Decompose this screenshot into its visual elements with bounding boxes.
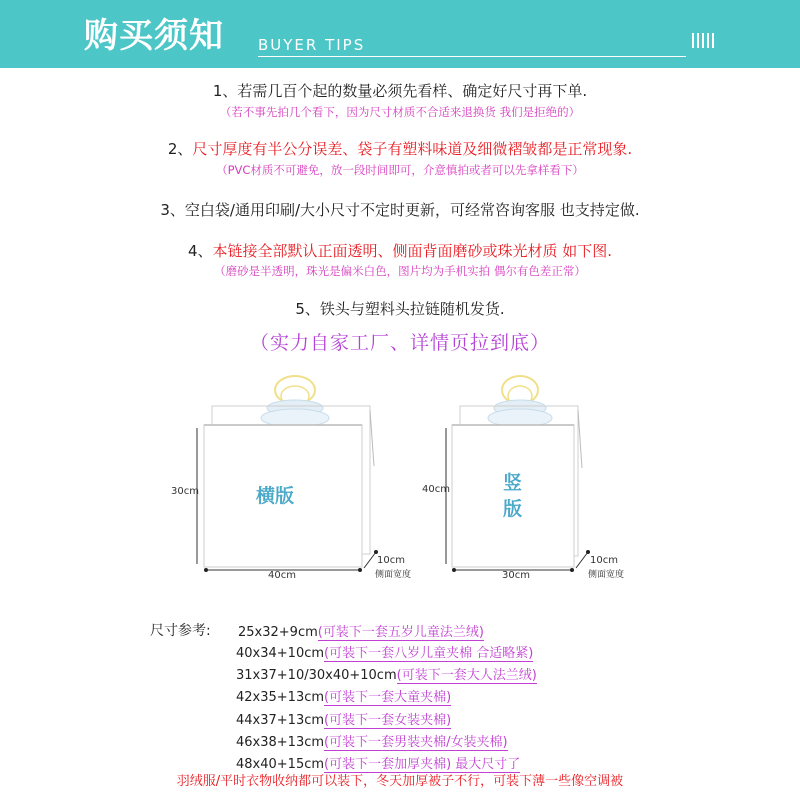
- note-1-sub: （若不事先拍几个看下，因为尺寸材质不合适来退换货 我们是拒绝的）: [219, 105, 581, 119]
- footer-note: 羽绒服/平时衣物收纳都可以装下，冬天加厚被子不行，可装下薄一些像空调被: [176, 774, 624, 789]
- note-1: 1、若需几百个起的数量必须先看样、确定好尺寸再下单.: [212, 82, 588, 100]
- note-2-prefix: 2、: [167, 140, 193, 158]
- vertical-depth-label: 侧面宽度: [588, 570, 625, 580]
- horizontal-depth-label: 侧面宽度: [375, 570, 412, 580]
- barcode-icon: [692, 33, 714, 48]
- horizontal-height: 30cm: [171, 486, 199, 497]
- size-ref-item-6: 46x38+13cm(可装下一套男装夹棉/女装夹棉): [236, 735, 508, 750]
- size-ref-item-7: 48x40+15cm(可装下一套加厚夹棉) 最大尺寸了: [236, 757, 521, 772]
- factory-slogan: （实力自家工厂、详情页拉到底）: [249, 332, 550, 354]
- note-4-text: 本链接全部默认正面透明、侧面背面磨砂或珠光材质 如下图.: [212, 242, 613, 260]
- size-ref-item-1: 25x32+9cm(可装下一套五岁儿童法兰绒): [238, 625, 484, 640]
- vertical-height: 40cm: [422, 484, 450, 495]
- note-2: [0, 138, 800, 159]
- note-5: 5、铁头与塑料头拉链随机发货.: [295, 300, 505, 318]
- horizontal-bag-diagram: [180, 368, 390, 583]
- vertical-width: 30cm: [502, 570, 530, 581]
- header-banner: [0, 0, 800, 68]
- size-ref-item-4: 42x35+13cm(可装下一套大童夹棉): [236, 690, 452, 705]
- note-2-text: 尺寸厚度有半公分误差、袋子有塑料味道及细微褶皱都是正常现象.: [192, 140, 633, 158]
- horizontal-width: 40cm: [268, 570, 296, 581]
- vertical-bag-label-1: 竖: [503, 472, 523, 494]
- size-ref-item-3: 31x37+10/30x40+10cm(可装下一套大人法兰绒): [236, 668, 537, 683]
- note-4-prefix: 4、: [187, 242, 213, 260]
- note-4: [0, 240, 800, 261]
- horizontal-bag-label: 横版: [256, 485, 295, 507]
- note-3: 3、空白袋/通用印刷/大小尺寸不定时更新，可经常咨询客服 也支持定做.: [160, 201, 640, 219]
- size-reference-label: 尺寸参考:: [150, 623, 211, 639]
- page-subtitle: BUYER TIPS: [258, 36, 366, 54]
- note-2-sub: （PVC材质不可避免，放一段时间即可，介意慎拍或者可以先拿样看下）: [216, 163, 584, 177]
- size-ref-item-2: 40x34+10cm(可装下一套八岁儿童夹棉 合适略紧): [236, 646, 534, 661]
- vertical-depth: 10cm: [590, 555, 618, 566]
- horizontal-depth: 10cm: [377, 555, 405, 566]
- size-ref-item-5: 44x37+13cm(可装下一套女装夹棉): [236, 713, 452, 728]
- vertical-bag-label-2: 版: [503, 498, 523, 520]
- header-divider: [258, 56, 686, 57]
- note-4-sub: （磨砂是半透明，珠光是偏米白色，图片均为手机实拍 偶尔有色差正常）: [214, 264, 586, 278]
- page-title: 购买须知: [84, 16, 224, 56]
